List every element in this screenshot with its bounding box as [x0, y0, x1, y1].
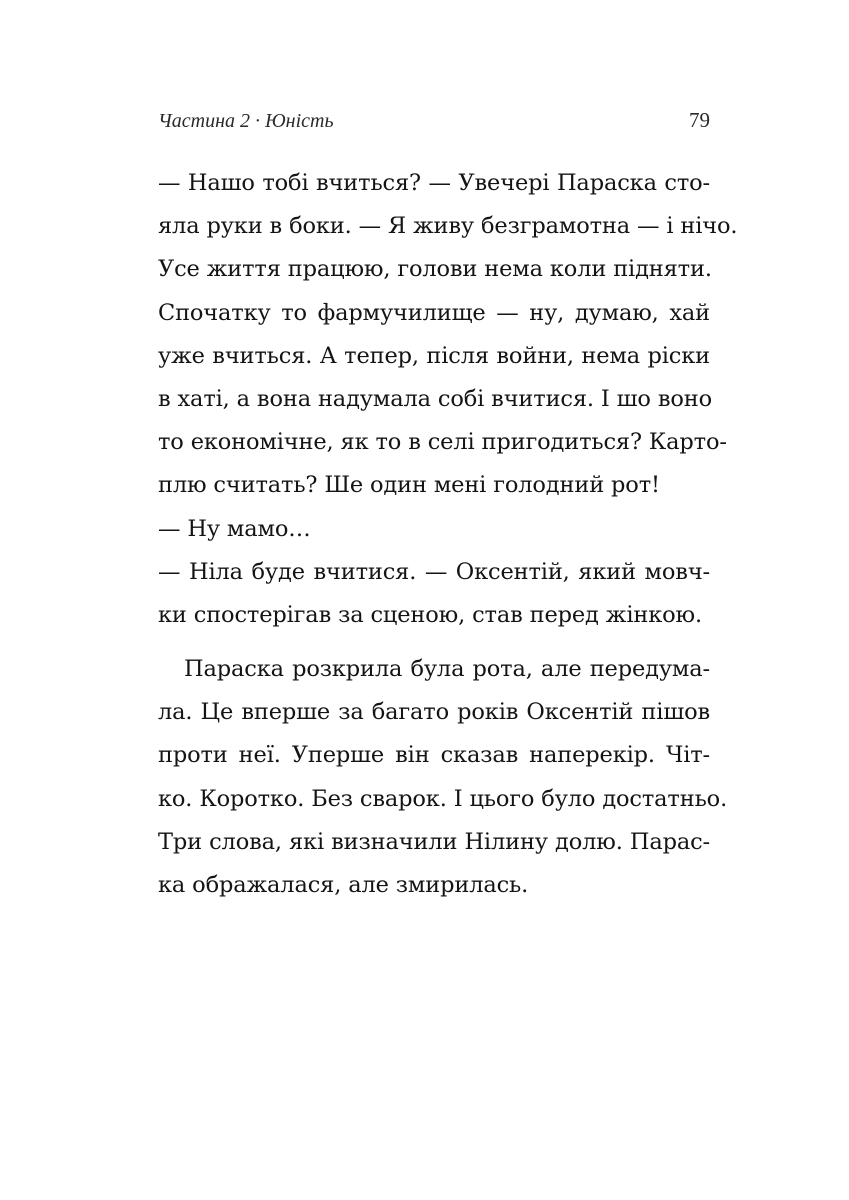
text-line: то економічне, як то в селі пригодиться? Карто- — [158, 429, 727, 456]
paragraph-gap — [158, 637, 710, 648]
paragraph — [158, 162, 738, 508]
text-line: — Нашо тобі вчиться? — Увечері Параска сто- — [158, 170, 710, 196]
text-line: проти неї. Уперше він сказав наперекір. Чіт- — [158, 742, 710, 769]
text-line: Усе життя працюю, голови нема коли підняти. — [158, 256, 712, 283]
text-line: ки спостерігав за сценою, став перед жінкою. — [158, 601, 702, 628]
text-line: Параска розкрила була рота, але передума- — [184, 656, 710, 683]
text-line: ко. Коротко. Без сварок. І цього було достатньо. — [158, 785, 728, 812]
text-line: плю считать? Ше один мені голодний рот! — [158, 472, 660, 499]
running-header — [158, 108, 710, 138]
paragraph — [158, 648, 728, 907]
paragraph — [158, 551, 710, 637]
text-line: ла. Це вперше за багато років Оксентій пішов — [158, 699, 710, 726]
text-line: Спочатку то фармучилище — ну, думаю, хай — [158, 299, 710, 326]
paragraph — [158, 508, 710, 551]
section-title: Частина 2 · Юність — [158, 110, 334, 132]
text-line: в хаті, а вона надумала собі вчитися. І шо воно — [158, 385, 712, 412]
text-line: — Ну мамо… — [158, 515, 311, 542]
text-line: — Ніла буде вчитися. — Оксентій, який мовч- — [158, 558, 710, 585]
text-line: уже вчиться. А тепер, після войни, нема ріски — [158, 342, 710, 369]
text-line: Три слова, які визначили Нілину долю. Парас- — [158, 828, 710, 855]
text-line: ка ображалася, але змирилась. — [158, 872, 529, 898]
page-number: 79 — [689, 108, 710, 132]
body-text — [158, 162, 738, 907]
text-line: яла руки в боки. — Я живу безграмотна — і нічо. — [158, 213, 738, 240]
